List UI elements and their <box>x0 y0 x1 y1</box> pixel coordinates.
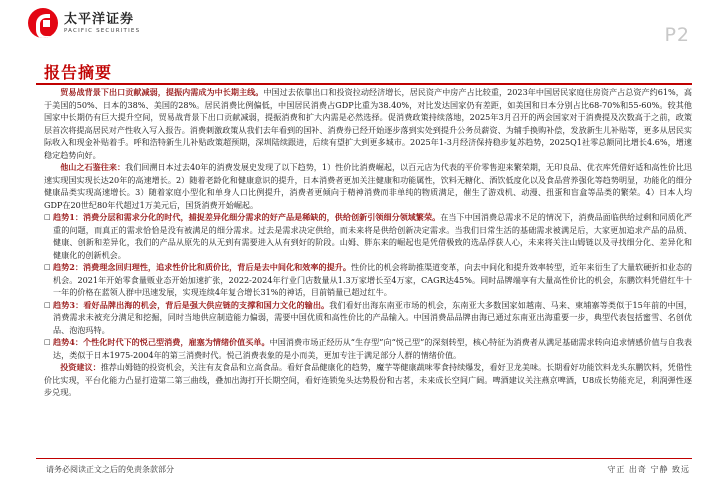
trend-paragraph <box>44 336 692 361</box>
paragraph-lead: 趋势2：消费理念回归理性，追求性价比和质价比，背后是去中间化和效率的提升。 <box>53 262 351 272</box>
logo-english-name: PACIFIC SECURITIES <box>64 28 141 34</box>
paragraph-lead: 投资建议： <box>60 362 101 372</box>
page-number: P2 <box>664 24 690 46</box>
footer-disclaimer: 请务必阅读正文之后的免责条款部分 <box>46 465 174 474</box>
paragraph-body: 我们看好出海东南亚市场的机会，东南亚大多数国家如越南、马来、柬埔寨等类似于15年前的中国，消费需求未被充分满足和挖掘，同时当地供应制造能力偏弱，需要中国优质和高性价比的产品输入。中国消费品品牌由海已通过东南亚出海重要一步，典型代表包括蜜雪、名创优品、泡泡玛特。 <box>53 299 692 335</box>
trend-paragraph <box>44 211 692 261</box>
paragraph-body: 在当下中国消费总需求不足的情况下，消费品面临供给过剩和同质化严重的问题，而真正的需求恰恰是没有被满足的细分需求。过去是需求决定供给，而未来将是供给创新决定需求。当我们日常生活的基础需求被满足后，大家更加追求产品的品质、健康、创新和差异化，我们的产品从原先的从无到有需要进入从有到好的阶段。山姆、胖东来的崛起也是凭借极致的选品俘获人心，未来将关注山姆链以及寻找细分化、差异化和健康化的创新机会。 <box>53 212 692 260</box>
logo-mark-icon <box>28 8 58 38</box>
paragraph-body: 中国过去依靠出口和投资拉动经济增长，居民资产中房产占比较重，2023年中国居民家庭住房资产占总资产约61%，高于美国的50%、日本的38%、美国的28%。居民消费比例偏低，中国居民消费占GDP比重为38.40%，对比发达国家仍有差距，如美国和日本分别占比68-70%和55-60%。较其他国家中长期仍有巨大提升空间，贸易战背景下出口贡献减弱，提振消费和扩大内需是必然选择。促消费政策持续落地，2025年3月召开的两会国家对于消费提及次数高于之前，政策层首次将提高居民对产性收入写入报告。消费刺激政策从我们去年看到的国补、消费券已经开始逐步落到实处到提升公务员薪资、为辅手换购补偿，发放新生儿补贴等，更多从居民实际收入和现金补贴着手。呼和浩特新生儿补贴政策超预期，深圳陆续跟进，后续有望扩大到更多城市。2025年1-3月经济保持稳步复苏趋势，2025Q1社零总额同比增长4.6%，增速稳定趋势向好。 <box>44 87 692 160</box>
footer-motto: 守正 出奇 宁静 致远 <box>607 465 690 474</box>
section-title: 报告摘要 <box>44 63 113 82</box>
paragraph-body: 性价比的机会将助推渠道变革，向去中间化和提升效率转型，近年来衍生了大量软硬折扣业态的机会。2021年开始零食量贩业态开始加速扩张，2022-2024年行业门店数量从1.3万家增长至4万家，CAGR达45%。同时品牌端享有大量高性价比的机会，东鹏饮料凭借红牛十一年的价格在蓝领人群中迅速发展，实现连续4年复合增长31%的神话，目前销量已超过红牛。 <box>53 262 692 297</box>
paragraph-lead: 他山之石鉴往来： <box>60 162 126 172</box>
title-divider <box>36 83 692 85</box>
page-header <box>0 0 720 52</box>
logo-chinese-name: 太平洋证券 <box>64 12 135 27</box>
report-summary-body <box>44 86 692 399</box>
paragraph-lead: 贸易战背景下出口贡献减弱，提振内需成为中长期主线。 <box>60 87 264 97</box>
paragraph-body: 推荐山姆链的投资机会，关注有友食品和立高食品。看好食品健康化的趋势，魔芋等健康蔬味零食持续爆发，看好卫龙美味。长期看好功能饮料龙头东鹏饮料，凭借性价比实现，平台化能力凸显打造第二第三曲线，叠加出海打开长期空间，看好连锁兔头达势股份和古茗，未来成长空间广阔。啤酒建议关注燕京啤酒，U8成长势能充足，利润弹性逐步兑现。 <box>44 362 692 397</box>
company-logo <box>28 8 140 38</box>
paragraph-lead: 趋势3：看好品牌出海的机会，背后是强大供应链的支撑和国力文化的输出。 <box>53 299 330 310</box>
summary-paragraph <box>44 361 692 399</box>
paragraph-body: 中国消费市场正经历从“生存型”向“悦己型”的深刻转型，核心特征为消费者从满足基础需求转向追求情感价值与自我表达，类似于日本1975-2004年的第三消费时代。悦己消费表象的是小而美，更加专注于满足部分人群的情绪价值。 <box>53 337 692 360</box>
trend-paragraph <box>44 261 692 299</box>
paragraph-lead: 趋势1：消费分层和需求分化的时代，捕捉差异化细分需求的好产品是稀缺的，供给创新引领细分领域繁荣。 <box>53 212 441 222</box>
footer-divider <box>36 458 692 459</box>
paragraph-body: 我们回溯日本过去40年的消费发展史发现了以下趋势，1）性价比消费崛起，以百元店为代表的平价零售迎来繁荣期，无印良品、优衣库凭借好适和高性价比迅速实现国实现长达20年的高速增长。2）随着老龄化和健康意识的提升，日本消费者更加关注健康和功能属性，饮料无糖化、酒饮低度化以及食品营养强化等趋势明显，功能化的细分健康品类实现高速增长。3）随着家庭小型化和单身人口比例提升，消费者更倾向于精神消费而非单纯的物质满足，催生了游戏机、动漫、扭蛋和盲盒等品类的繁荣。4）日本人均GDP在20世纪80年代超过1万美元后，国货消费开始崛起。 <box>44 162 692 210</box>
trend-paragraph <box>44 299 692 337</box>
paragraph-lead: 趋势4：个性化时代下的悦己型消费，雇塞为情绪价值买单。 <box>53 337 270 347</box>
summary-paragraph <box>44 161 692 211</box>
summary-paragraph <box>44 86 692 161</box>
